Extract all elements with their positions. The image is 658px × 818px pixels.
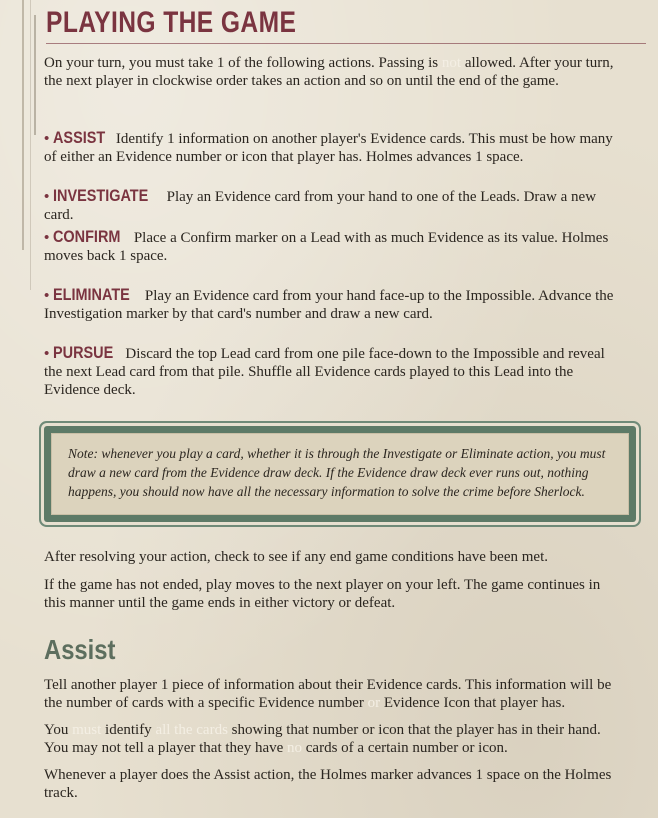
after-resolve-paragraph: After resolving your action, check to see if any end game conditions have been met. (44, 549, 548, 565)
action-keyword: ASSIST (53, 128, 106, 147)
action-keyword: ELIMINATE (53, 285, 130, 304)
intro-paragraph (44, 54, 619, 90)
title-underline (46, 43, 646, 44)
assist-text: cards of a certain number or icon. (302, 740, 508, 756)
assist-text: You (44, 722, 73, 738)
continue-paragraph: If the game has not ended, play moves to the next player on your left. The game continues in this manner until the game ends in either victory or defeat. (44, 577, 601, 611)
action-investigate (44, 187, 619, 224)
action-pursue (44, 344, 619, 399)
action-text: Play an Evidence card from your hand to one of the Leads. Draw a new card. (44, 189, 597, 223)
assist-text: identify (101, 722, 156, 738)
action-text: Discard the top Lead card from one pile face-down to the Impossible and reveal the next Lead card from that pile. Shuffle all Evidence cards played to this Lead into the Evidence deck. (44, 346, 605, 398)
assist-text: showing that number or icon that the player has in their hand. You may not tell a player that they have (44, 722, 601, 756)
bullet: • (44, 189, 54, 205)
assist-paragraph-1 (44, 676, 619, 712)
intro-text: allowed. After your turn, the next player in clockwise order takes an action and so on until the end of the game. (44, 55, 614, 89)
action-eliminate (44, 286, 619, 323)
action-assist (44, 129, 619, 166)
section-heading-assist: Assist (44, 634, 116, 665)
action-text: Identify 1 information on another player's Evidence cards. This must be how many of either an Evidence number or icon that player has. Holmes advances 1 space. (44, 131, 613, 165)
intro-text: On your turn, you must take 1 of the following actions. Passing is (44, 55, 442, 71)
action-text: Place a Confirm marker on a Lead with as much Evidence as its value. Holmes moves back 1 space. (44, 230, 609, 264)
assist-blank: must (72, 722, 102, 738)
margin-rule (22, 0, 24, 250)
note-box (44, 426, 636, 522)
note-text: Note: whenever you play a card, whether it is through the Investigate or Eliminate action, you must draw a new card from the Evidence draw deck. If the Evidence draw deck ever runs out, nothing happens, you should now have all the necessary information to solve the crime before Sherlock. (68, 446, 606, 499)
page-title: PLAYING THE GAME (46, 6, 297, 39)
assist-blank: all the cards (155, 722, 228, 738)
note-panel (51, 433, 629, 515)
margin-rule (30, 0, 31, 290)
bullet: • (44, 346, 54, 362)
assist-blank: no (287, 740, 303, 756)
action-text: Play an Evidence card from your hand face-up to the Impossible. Advance the Investigation marker by that card's number and draw a new card. (44, 288, 614, 322)
bullet: • (44, 131, 54, 147)
bullet: • (44, 288, 54, 304)
bullet: • (44, 230, 54, 246)
action-keyword: PURSUE (53, 343, 114, 362)
action-keyword: CONFIRM (53, 227, 121, 246)
assist-text: Tell another player 1 piece of information about their Evidence cards. This information will be the number of cards with a specific Evidence number (44, 677, 612, 711)
assist-text: Evidence Icon that player has. (380, 695, 566, 711)
action-keyword: INVESTIGATE (53, 186, 149, 205)
assist-paragraph-2 (44, 721, 619, 757)
action-confirm (44, 228, 619, 265)
intro-blank: not (441, 55, 462, 71)
assist-paragraph-3: Whenever a player does the Assist action, the Holmes marker advances 1 space on the Holmes track. (44, 767, 612, 801)
assist-blank: or (367, 695, 381, 711)
margin-rule (34, 15, 36, 135)
